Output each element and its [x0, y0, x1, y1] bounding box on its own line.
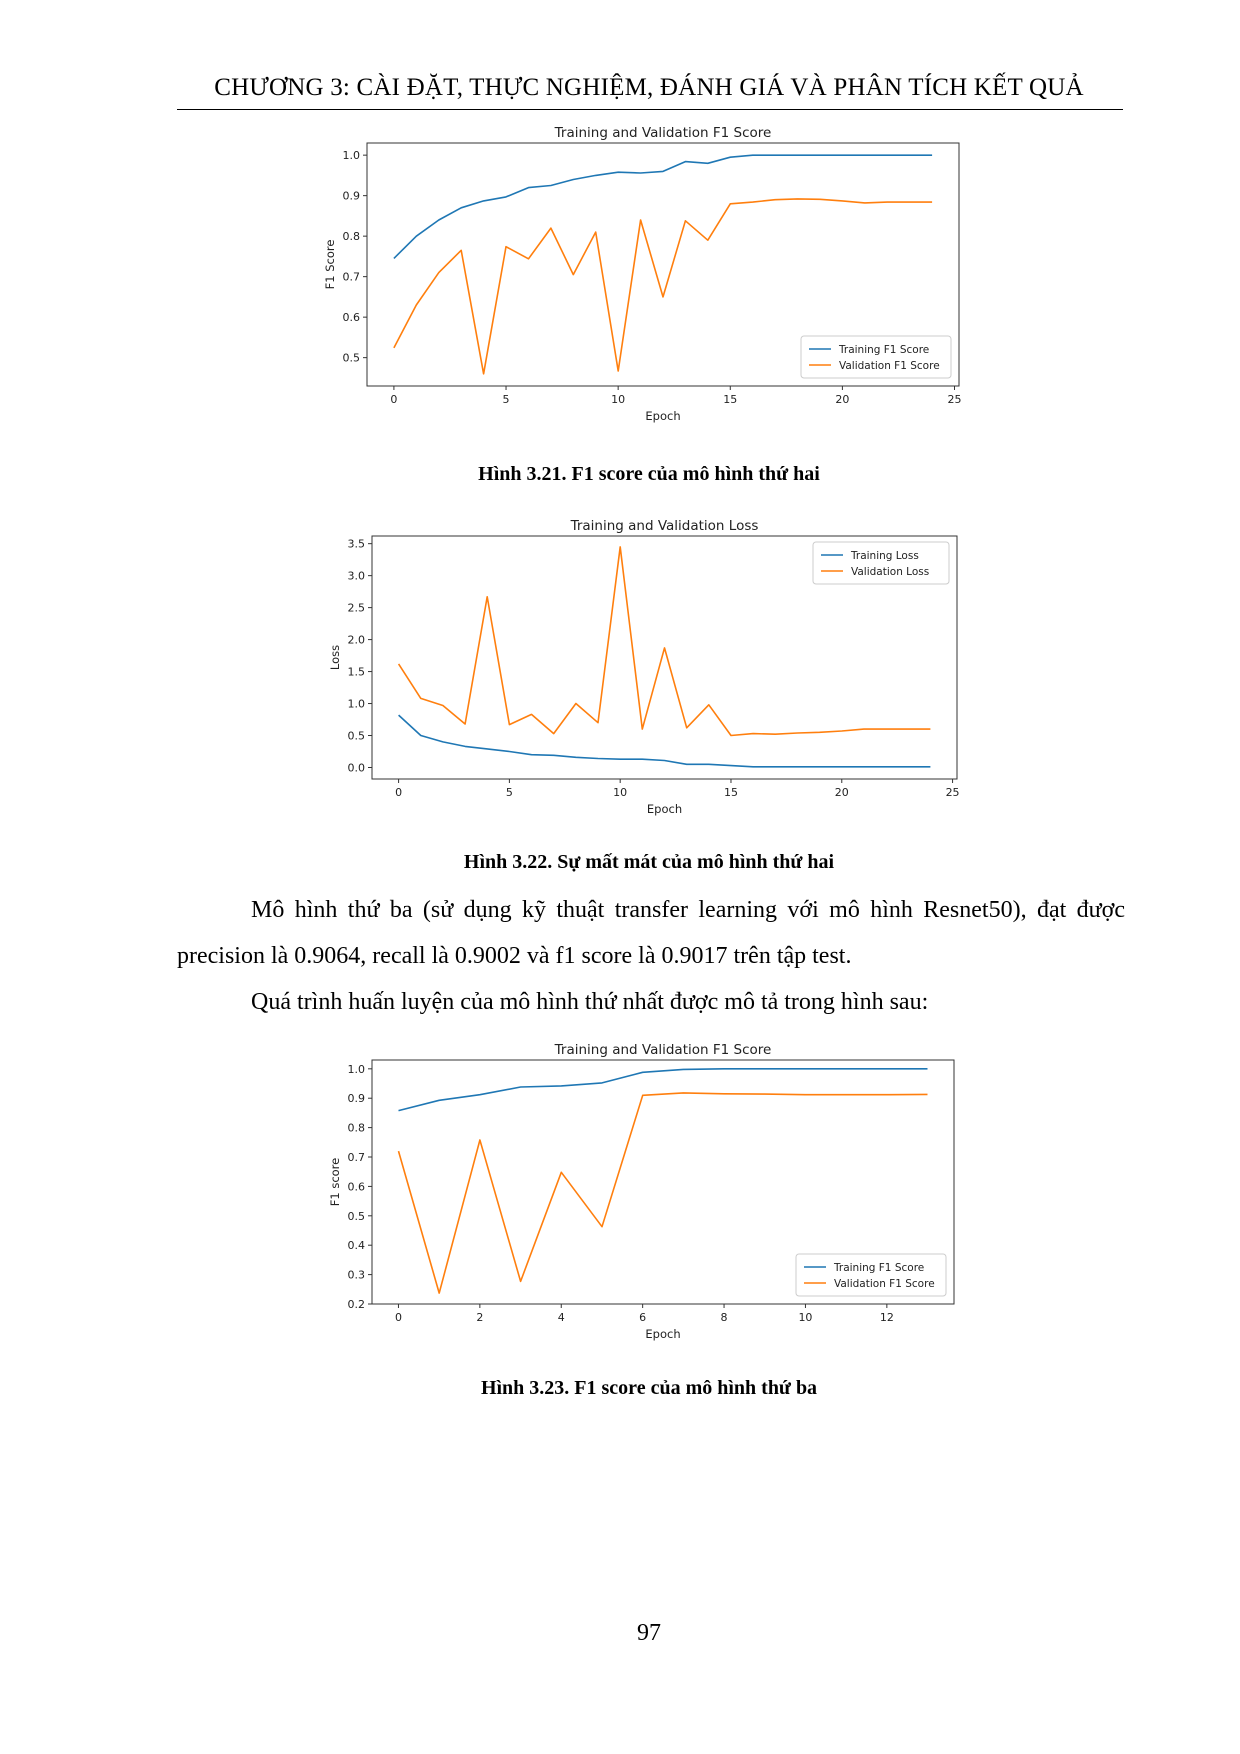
- x-tick-label: 6: [639, 1311, 647, 1324]
- x-tick-label: 2: [476, 1311, 484, 1324]
- y-axis-label: F1 Score: [323, 239, 337, 290]
- x-axis-label: Epoch: [645, 409, 681, 423]
- y-tick-label: 3.0: [347, 569, 365, 583]
- chart-title: Training and Validation F1 Score: [554, 125, 772, 141]
- y-tick-label: 1.0: [347, 1062, 365, 1076]
- y-tick-label: 0.2: [347, 1298, 365, 1311]
- legend-entry: Validation F1 Score: [834, 1278, 935, 1290]
- y-tick-label: 0.5: [342, 351, 360, 365]
- page-number: 97: [637, 1620, 661, 1646]
- legend-entry: Training F1 Score: [839, 344, 930, 356]
- x-axis-label: Epoch: [646, 802, 683, 816]
- figure-3-22-chart: [320, 511, 970, 841]
- x-tick-label: 5: [505, 786, 513, 799]
- y-tick-label: 0.0: [347, 761, 365, 775]
- x-tick-label: 8: [720, 1311, 728, 1324]
- y-tick-label: 0.8: [347, 1121, 365, 1135]
- legend-entry: Validation Loss: [851, 566, 930, 578]
- y-tick-label: 2.0: [347, 633, 365, 647]
- legend-entry: Training Loss: [851, 550, 919, 562]
- results-paragraph: Mô hình thứ ba (sử dụng kỹ thuật transfer learning với mô hình Resnet50), đạt được precision là 0.9064, recall là 0.9002 và f1 score là 0.9017 trên tập test.: [177, 897, 1125, 969]
- x-tick-label: 10: [798, 1311, 813, 1324]
- y-tick-label: 0.7: [342, 270, 360, 284]
- chart-title: Training and Validation Loss: [570, 518, 759, 534]
- y-axis-label: Loss: [328, 644, 342, 671]
- x-tick-label: 15: [723, 393, 738, 406]
- figure-3-22-caption: Hình 3.22. Sự mất mát của mô hình thứ hai: [463, 851, 835, 873]
- y-tick-label: 0.6: [342, 311, 360, 325]
- x-tick-label: 0: [390, 393, 398, 406]
- y-tick-label: 0.5: [347, 1209, 365, 1223]
- x-tick-label: 0: [395, 786, 403, 799]
- y-tick-label: 0.3: [347, 1268, 365, 1282]
- y-tick-label: 0.7: [347, 1151, 365, 1165]
- y-tick-label: 1.0: [342, 149, 360, 163]
- y-tick-label: 0.9: [347, 1092, 365, 1106]
- x-tick-label: 25: [945, 786, 960, 799]
- figure-3-23-caption: Hình 3.23. F1 score của mô hình thứ ba: [480, 1377, 818, 1399]
- y-tick-label: 1.5: [347, 665, 365, 679]
- figure-3-23-chart: [320, 1036, 970, 1366]
- chart-title: Training and Validation F1 Score: [554, 1042, 772, 1058]
- y-tick-label: 0.4: [347, 1239, 365, 1253]
- x-tick-label: 4: [557, 1311, 565, 1324]
- x-tick-label: 5: [502, 393, 510, 406]
- y-tick-label: 0.9: [342, 189, 360, 203]
- y-axis-label: F1 score: [328, 1157, 342, 1207]
- x-tick-label: 15: [723, 786, 738, 799]
- x-tick-label: 20: [834, 786, 849, 799]
- y-tick-label: 3.5: [347, 537, 365, 551]
- legend-entry: Training F1 Score: [834, 1262, 925, 1274]
- x-tick-label: 12: [879, 1311, 894, 1324]
- training-intro-paragraph: Quá trình huấn luyện của mô hình thứ nhất được mô tả trong hình sau:: [251, 989, 929, 1015]
- y-tick-label: 0.8: [342, 230, 360, 244]
- x-tick-label: 25: [947, 393, 962, 406]
- legend-entry: Validation F1 Score: [839, 360, 940, 372]
- header-divider: [177, 109, 1123, 110]
- figure-3-21-caption: Hình 3.21. F1 score của mô hình thứ hai: [478, 463, 820, 485]
- x-tick-label: 0: [394, 1311, 402, 1324]
- y-tick-label: 1.0: [347, 697, 365, 711]
- x-tick-label: 10: [611, 393, 626, 406]
- x-tick-label: 20: [835, 393, 850, 406]
- x-tick-label: 10: [613, 786, 628, 799]
- figure-3-21-chart: [315, 122, 975, 452]
- y-tick-label: 0.6: [347, 1180, 365, 1194]
- x-axis-label: Epoch: [645, 1327, 681, 1341]
- chapter-header: CHƯƠNG 3: CÀI ĐẶT, THỰC NGHIỆM, ĐÁNH GIÁ VÀ PHÂN TÍCH KẾT QUẢ: [214, 74, 1084, 101]
- y-tick-label: 2.5: [347, 601, 365, 615]
- y-tick-label: 0.5: [347, 729, 365, 743]
